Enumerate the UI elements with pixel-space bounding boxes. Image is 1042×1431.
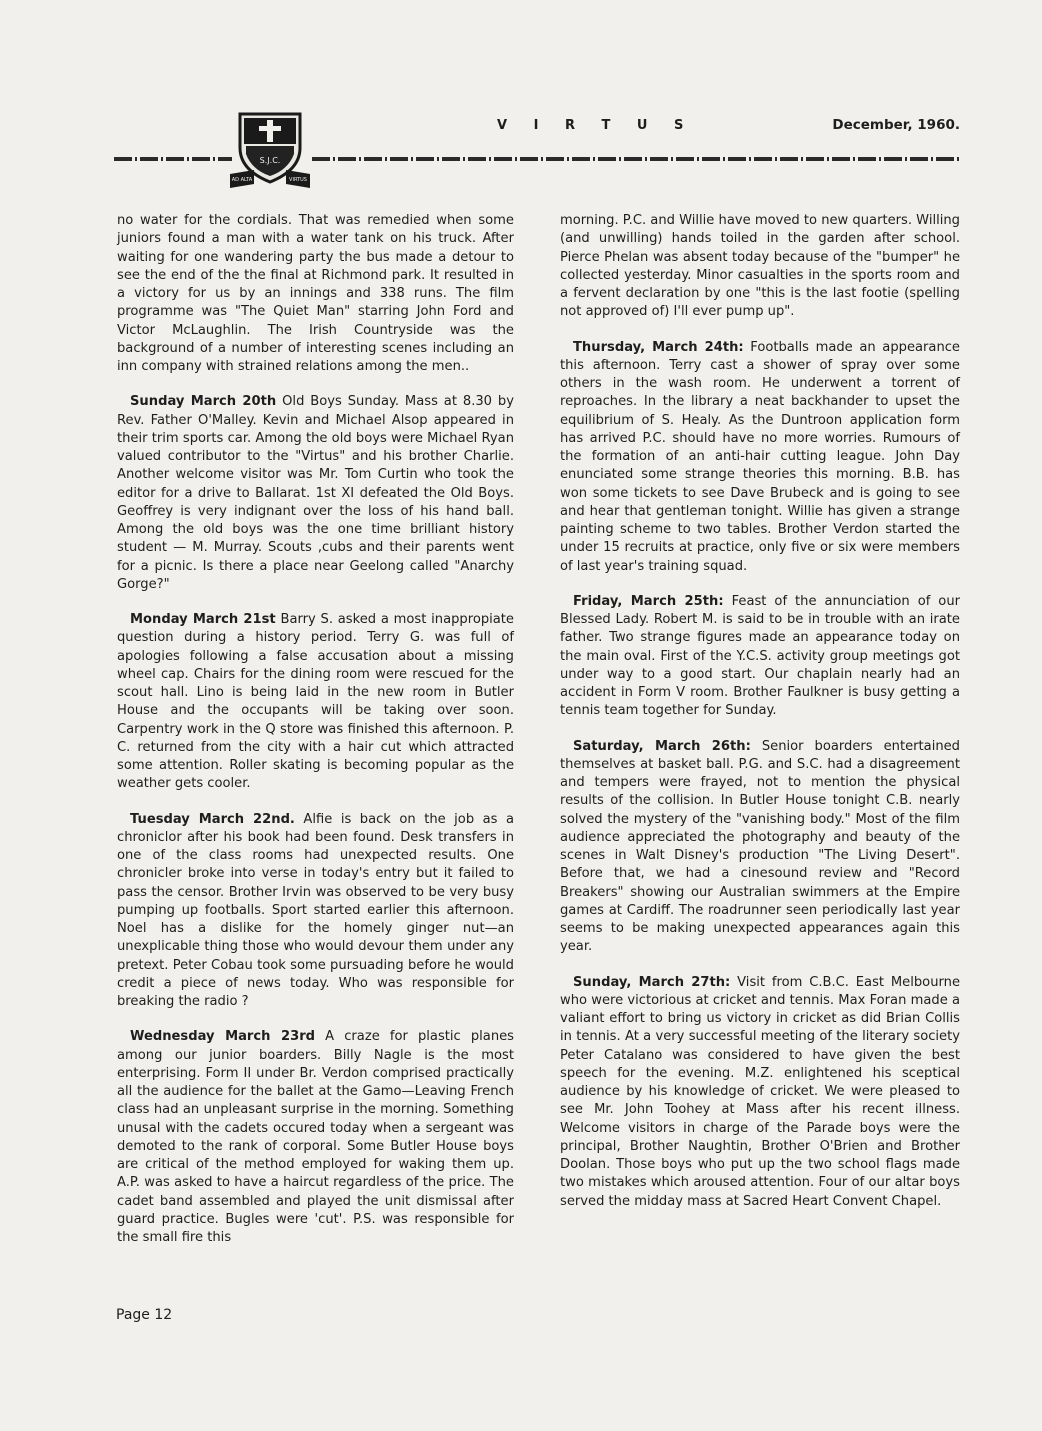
page-header	[0, 0, 1042, 200]
decorative-rule-left	[114, 157, 232, 161]
diary-entry	[560, 339, 960, 576]
entry-text: Old Boys Sunday. Mass at 8.30 by Rev. Father O'Malley. Kevin and Michael Alsop appeared in their trim sports car. Among the old boys were Michael Ryan valued contributor to the "Virtus" and his brother Charlie. Another welcome visitor was Mr. Tom Curtin who took the editor for a drive to Ballarat. 1st XI defeated the Old Boys. Geoffrey is very indignant over the loss of his hand ball. Among the old boys was the one time brilliant history student — M. Murray. Scouts ,cubs and their parents went for a picnic. Is there a place near Geelong called "Anarchy Gorge?"	[117, 394, 514, 592]
diary-entry	[117, 611, 514, 794]
entry-text: Footballs made an appearance this afternoon. Terry cast a shower of spray over some others in the wash room. He underwent a torrent of reproaches. In the library a neat backhander to upset the equilibrium of S. Healy. As the Duntroon application form has arrived P.C. should have no more worries. Rumours of the formation of an anti-hair cutting league. John Day enunciated some strange theories this morning. B.B. has won some tickets to see Dave Brubeck and is going to see and hear that gentleman tonight. Willie has given a strange painting scheme to two tables. Brother Verdon started the under 15 recruits at practice, only five or six were members of last year's training squad.	[560, 339, 960, 574]
entry-date: Monday March 21st	[130, 612, 276, 627]
entry-text: morning. P.C. and Willie have moved to new quarters. Willing (and unwilling) hands toiled in the garden after school. Pierce Phelan was absent today because of the "bumper" he collected yesterday. Minor casualties in the sports room and a fervent declaration by one "this is the last footie (spelling not approved of) I'll ever pump up".	[560, 213, 960, 320]
diary-entry	[560, 593, 960, 721]
diary-entry	[560, 974, 960, 1211]
diary-entry	[560, 212, 960, 322]
crest-initials: S.J.C.	[259, 156, 281, 165]
diary-entry	[560, 738, 960, 957]
entry-text: A craze for plastic planes among our junior boarders. Billy Nagle is the most enterprising. Form II under Br. Verdon comprised practically all the audience for the ballet at the Gamo—Leaving French class had an unpleasant surprise in the morning. Something unusal with the cadets occured today when a sergeant was demoted to the rank of corporal. Some Butler House boys are critical of the method employed for waking them up. A.P. was asked to have a haircut regardless of the price. The cadet band assembled and played the unit dismissal after guard practice. Bugles were 'cut'. P.S. was responsible for the small fire this	[117, 1029, 515, 1245]
publication-masthead: V I R T U S	[497, 118, 695, 133]
entry-text: Feast of the annunciation of our Blessed Lady. Robert M. is said to be in trouble with an irate father. Two strange figures made an appearance today on the main oval. First of the Y.C.S. activity group meetings got under way to a good start. Our chaplain nearly had an accident in Form V room. Brother Faulkner is busy getting a tennis team together for Sunday.	[560, 593, 961, 719]
entry-text: no water for the cordials. That was remedied when some juniors found a man with a water tank on his truck. After waiting for one wandering party the bus made a detour to see the end of the the final at Richmond park. It resulted in a victory for us by an innings and 338 runs. The film programme was "The Quiet Man" starring John Ford and Victor McLaughlin. The Irish Countryside was the background of a number of interesting scenes including an inn company with strained relations among the men..	[117, 213, 514, 374]
issue-date: December, 1960.	[832, 117, 960, 133]
entry-date: Wednesday March 23rd	[130, 1029, 316, 1045]
entry-text: Visit from C.B.C. East Melbourne who were victorious at cricket and tennis. Max Foran made a valiant effort to bring us victory in cricket as did Brian Collis in tennis. At a very successful meeting of the literary society Peter Catalano was considered to have given the best speech for the evening. M.Z. enlightened his sceptical audience by his knowledge of cricket. We were pleased to see Mr. John Toohey at Mass after his recent illness. Welcome visitors in charge of the Parade boys were the principal, Brother Naughtin, Brother O'Brien and Brother Doolan. Those boys who put up the two school flags made two mistakes which aroused attention. Four of our altar boys served the midday mass at Sacred Heart Convent Chapel.	[560, 974, 960, 1209]
entry-text: Alfie is back on the job as a chroniclor after his book had been found. Desk transfers in one of the class rooms had unexpected results. One chronicler broke into verse in today's entry but it failed to pass the censor. Brother Irvin was observed to be very busy pumping up footballs. Sport started earlier this afternoon. Noel has a dislike for the homely ginger nut—an unexplicable thing those who would devour them under any pretext. Peter Cobau took some pursuading before he would credit a piece of news today. Who was responsible for breaking the radio ?	[117, 811, 514, 1009]
right-text-column	[560, 212, 960, 1228]
entry-text: Senior boarders entertained themselves at basket ball. P.G. and S.C. had a disagreement and tempers were frayed, not to mention the physical results of the collision. In Butler House tonight C.B. nearly solved the mystery of the "vanishing body." Most of the film audience appreciated the photography and beauty of the scenes in Walt Disney's production "The Living Desert". Before that, we had a cinesound review and "Record Breakers" showing our Australian swimmers at the Empire games at Cardiff. The roadrunner seen periodically last year seems to be making unexpected appearances again this year.	[560, 738, 960, 955]
entry-text: Barry S. asked a most inappropiate question during a history period. Terry G. was full of apologies following a false accusation about a missing wheel cap. Chairs for the dining room were rescued for the scout hall. Lino is being laid in the new room in Butler House and the occupants will be taking over soon. Carpentry work in the Q store was finished this afternoon. P. C. returned from the city with a hair cut which attracted some attention. Roller skating is becoming popular as the weather gets cooler.	[117, 612, 514, 792]
diary-entry	[117, 811, 514, 1012]
crest-motto-right: VIRTUS	[289, 177, 307, 183]
decorative-rule-right	[312, 157, 960, 161]
diary-entry	[117, 212, 514, 376]
entry-date: Saturday, March 26th:	[573, 738, 751, 754]
entry-date: Sunday March 20th	[130, 394, 277, 410]
entry-date: Friday, March 25th:	[573, 593, 724, 609]
entry-date: Tuesday March 22nd.	[130, 811, 295, 827]
school-crest-icon	[228, 108, 312, 192]
diary-entry	[117, 1028, 514, 1247]
crest-motto-left: AD ALTA	[231, 177, 253, 183]
left-text-column	[117, 212, 514, 1264]
page-number: Page 12	[116, 1307, 173, 1323]
entry-date: Thursday, March 24th:	[573, 339, 744, 355]
entry-date: Sunday, March 27th:	[573, 974, 731, 990]
diary-entry	[117, 393, 514, 594]
